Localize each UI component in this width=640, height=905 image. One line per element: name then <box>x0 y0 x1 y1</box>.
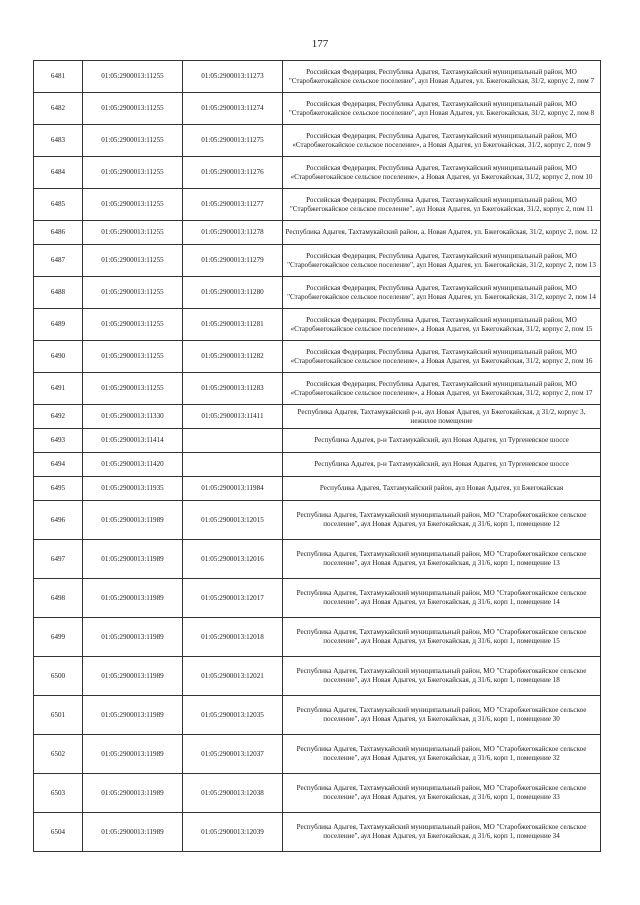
object-cadastral-number: 01:05:2900013:11277 <box>183 189 283 221</box>
table-row <box>34 341 601 373</box>
object-cadastral-number: 01:05:2900013:11274 <box>183 93 283 125</box>
address-cell: Республика Адыгея, р-н Тахтамукайский, аул Новая Адыгея, ул Тургеневское шоссе <box>283 429 601 453</box>
cadastral-number: 01:05:2900013:11255 <box>83 157 183 189</box>
table-row <box>34 579 601 618</box>
object-cadastral-number: 01:05:2900013:11283 <box>183 373 283 405</box>
object-cadastral-number: 01:05:2900013:12035 <box>183 696 283 735</box>
cadastral-number: 01:05:2900013:11989 <box>83 813 183 852</box>
cadastral-number: 01:05:2900013:11989 <box>83 657 183 696</box>
cadastral-number: 01:05:2900013:11989 <box>83 774 183 813</box>
address-cell: Республика Адыгея, Тахтамукайский район, аул Новая Адыгея, ул Бжегокайская <box>283 477 601 501</box>
object-cadastral-number: 01:05:2900013:11275 <box>183 125 283 157</box>
table-row <box>34 696 601 735</box>
table-row <box>34 774 601 813</box>
object-cadastral-number: 01:05:2900013:12038 <box>183 774 283 813</box>
row-number: 6491 <box>34 373 83 405</box>
row-number: 6487 <box>34 245 83 277</box>
row-number: 6483 <box>34 125 83 157</box>
row-number: 6492 <box>34 405 83 429</box>
cadastral-number: 01:05:2900013:11255 <box>83 125 183 157</box>
table-row <box>34 540 601 579</box>
cadastral-number: 01:05:2900013:11255 <box>83 189 183 221</box>
registry-table-body <box>34 61 601 852</box>
table-row <box>34 735 601 774</box>
table-row <box>34 245 601 277</box>
table-row <box>34 477 601 501</box>
table-row <box>34 501 601 540</box>
object-cadastral-number: 01:05:2900013:11984 <box>183 477 283 501</box>
address-cell: Российская Федерация, Республика Адыгея, Тахтамукайский муниципальный район, МО «Старобжегокайское сельское поселение», а Новая Адыгея, ул Бжегокайская, 31/2, корпус 2, пом 17 <box>283 373 601 405</box>
row-number: 6488 <box>34 277 83 309</box>
table-row <box>34 157 601 189</box>
address-cell: Республика Адыгея, р-н Тахтамукайский, аул Новая Адыгея, ул Тургеневское шоссе <box>283 453 601 477</box>
cadastral-number: 01:05:2900013:11255 <box>83 93 183 125</box>
row-number: 6493 <box>34 429 83 453</box>
table-row <box>34 813 601 852</box>
address-cell: Республика Адыгея, Тахтамукайский район, а. Новая Адыгея, ул. Бжегокайская, 31/2, корпус 2, пом. 12 <box>283 221 601 245</box>
cadastral-number: 01:05:2900013:11989 <box>83 618 183 657</box>
address-cell: Российская Федерация, Республика Адыгея, Тахтамукайский муниципальный район, МО "Старобжегокайское сельское поселение", аул Новая Адыгея, ул. Бжегокайская, 31/2, корпус 2, пом 7 <box>283 61 601 93</box>
table-row <box>34 373 601 405</box>
row-number: 6484 <box>34 157 83 189</box>
cadastral-number: 01:05:2900013:11989 <box>83 501 183 540</box>
row-number: 6486 <box>34 221 83 245</box>
address-cell: Республика Адыгея, Тахтамукайский муниципальный район, МО "Старобжегокайское сельское поселение", аул Новая Адыгея, ул Бжегокайская, д 31/6, корп 1, помещение 14 <box>283 579 601 618</box>
cadastral-number: 01:05:2900013:11989 <box>83 579 183 618</box>
address-cell: Республика Адыгея, Тахтамукайский муниципальный район, МО "Старобжегокайское сельское поселение", аул Новая Адыгея, ул Бжегокайская, д 31/6, корп 1, помещение 30 <box>283 696 601 735</box>
cadastral-number: 01:05:2900013:11420 <box>83 453 183 477</box>
row-number: 6489 <box>34 309 83 341</box>
table-row <box>34 93 601 125</box>
address-cell: Российская Федерация, Республика Адыгея, Тахтамукайский муниципальный район, МО "Старбжегокайское сельское поселение", аул Новая Адыгея, ул Бжегокайская, 31/2, корпус 2, пом 11 <box>283 189 601 221</box>
address-cell: Республика Адыгея, Тахтамукайский муниципальный район, МО "Старобжегокайское сельское поселение", аул Новая Адыгея, ул Бжегокайская, д 31/6, корп 1, помещение 13 <box>283 540 601 579</box>
object-cadastral-number: 01:05:2900013:11411 <box>183 405 283 429</box>
row-number: 6495 <box>34 477 83 501</box>
object-cadastral-number <box>183 453 283 477</box>
address-cell: Республика Адыгея, Тахтамукайский муниципальный район, МО "Старобжегокайское сельское поселение", аул Новая Адыгея, ул Бжегокайская, д 31/6, корп 1, помещение 18 <box>283 657 601 696</box>
object-cadastral-number: 01:05:2900013:12015 <box>183 501 283 540</box>
object-cadastral-number: 01:05:2900013:11278 <box>183 221 283 245</box>
address-cell: Российская Федерация, Республика Адыгея, Тахтамукайский муниципальный район, МО «Старобжегокайское сельское поселение», а Новая Адыгея, ул Бжегокайская, 31/2, корпус 2, пом 15 <box>283 309 601 341</box>
address-cell: Республика Адыгея, Тахтамукайский муниципальный район, МО "Старобжегокайское сельское поселение", аул Новая Адыгея, ул Бжегокайская, д 31/6, корп 1, помещение 15 <box>283 618 601 657</box>
table-row <box>34 429 601 453</box>
registry-table <box>33 60 601 852</box>
row-number: 6504 <box>34 813 83 852</box>
row-number: 6499 <box>34 618 83 657</box>
cadastral-number: 01:05:2900013:11935 <box>83 477 183 501</box>
object-cadastral-number: 01:05:2900013:12016 <box>183 540 283 579</box>
cadastral-number: 01:05:2900013:11989 <box>83 696 183 735</box>
cadastral-number: 01:05:2900013:11255 <box>83 245 183 277</box>
address-cell: Российская Федерация, Республика Адыгея, Тахтамукайский муниципальный район, МО «Старобжегокайское сельское поселение», а Новая Адыгея, ул Бжегокайская, 31/2, корпус 2, пом 16 <box>283 341 601 373</box>
table-row <box>34 618 601 657</box>
table-row <box>34 61 601 93</box>
row-number: 6485 <box>34 189 83 221</box>
object-cadastral-number: 01:05:2900013:11281 <box>183 309 283 341</box>
table-row <box>34 277 601 309</box>
object-cadastral-number: 01:05:2900013:11282 <box>183 341 283 373</box>
cadastral-number: 01:05:2900013:11255 <box>83 221 183 245</box>
row-number: 6496 <box>34 501 83 540</box>
cadastral-number: 01:05:2900013:11255 <box>83 309 183 341</box>
cadastral-number: 01:05:2900013:11255 <box>83 373 183 405</box>
page-number: 177 <box>311 38 329 50</box>
row-number: 6502 <box>34 735 83 774</box>
address-cell: Российская Федерация, Республика Адыгея, Тахтамукайский муниципальный район, МО "Старобжегокайское сельское поселение", аул Новая Адыгея, ул. Бжегокайская, 31/2, корпус 2, пом 8 <box>283 93 601 125</box>
table-row <box>34 221 601 245</box>
object-cadastral-number: 01:05:2900013:12039 <box>183 813 283 852</box>
table-row <box>34 657 601 696</box>
row-number: 6498 <box>34 579 83 618</box>
object-cadastral-number: 01:05:2900013:12018 <box>183 618 283 657</box>
row-number: 6481 <box>34 61 83 93</box>
object-cadastral-number: 01:05:2900013:11273 <box>183 61 283 93</box>
address-cell: Республика Адыгея, Тахтамукайский муниципальный район, МО "Старобжегокайское сельское поселение", аул Новая Адыгея, ул Бжегокайская, д 31/6, корп 1, помещение 12 <box>283 501 601 540</box>
address-cell: Республика Адыгея, Тахтамукайский р-н, аул Новая Адыгея, ул Бжегокайская, д 31/2, корпус 3, нежилое помещение <box>283 405 601 429</box>
object-cadastral-number: 01:05:2900013:11276 <box>183 157 283 189</box>
row-number: 6501 <box>34 696 83 735</box>
address-cell: Российская Федерация, Республика Адыгея, Тахтамукайский муниципальный район, МО «Старобжегокайское сельское поселение», а Новая Адыгея, ул Бжегокайская, 31/2, корпус 2, пом 10 <box>283 157 601 189</box>
address-cell: Российская Федерация, Республика Адыгея, Тахтамукайский муниципальный район, МО "Старобжегокайское сельское поселение", аул Новая Адыгея, ул. Бжегокайская, 31/2, корпус 2, пом 14 <box>283 277 601 309</box>
row-number: 6490 <box>34 341 83 373</box>
row-number: 6503 <box>34 774 83 813</box>
cadastral-number: 01:05:2900013:11989 <box>83 735 183 774</box>
address-cell: Республика Адыгея, Тахтамукайский муниципальный район, МО "Старобжегокайское сельское поселение", аул Новая Адыгея, ул Бжегокайская, д 31/6, корп 1, помещение 32 <box>283 735 601 774</box>
table-row <box>34 125 601 157</box>
object-cadastral-number: 01:05:2900013:12037 <box>183 735 283 774</box>
object-cadastral-number: 01:05:2900013:12017 <box>183 579 283 618</box>
cadastral-number: 01:05:2900013:11330 <box>83 405 183 429</box>
row-number: 6497 <box>34 540 83 579</box>
object-cadastral-number <box>183 429 283 453</box>
cadastral-number: 01:05:2900013:11255 <box>83 61 183 93</box>
cadastral-number: 01:05:2900013:11255 <box>83 341 183 373</box>
row-number: 6494 <box>34 453 83 477</box>
cadastral-number: 01:05:2900013:11255 <box>83 277 183 309</box>
table-row <box>34 189 601 221</box>
cadastral-number: 01:05:2900013:11989 <box>83 540 183 579</box>
table-row <box>34 453 601 477</box>
row-number: 6500 <box>34 657 83 696</box>
object-cadastral-number: 01:05:2900013:11279 <box>183 245 283 277</box>
address-cell: Республика Адыгея, Тахтамукайский муниципальный район, МО "Старобжегокайское сельское поселение", аул Новая Адыгея, ул Бжегокайская, д 31/6, корп 1, помещение 34 <box>283 813 601 852</box>
table-row <box>34 309 601 341</box>
row-number: 6482 <box>34 93 83 125</box>
address-cell: Российская Федерация, Республика Адыгея, Тахтамукайский муниципальный район, МО "Старобжегокайское сельское поселение", аул Новая Адыгея, ул. Бжегокайская, 31/2, корпус 2, пом 13 <box>283 245 601 277</box>
address-cell: Российская Федерация, Республика Адыгея, Тахтамукайский муниципальный район, МО «Старобжегокайское сельское поселение», а Новая Адыгея, ул Бжегокайская, 31/2, корпус 2, пом 9 <box>283 125 601 157</box>
cadastral-number: 01:05:2900013:11414 <box>83 429 183 453</box>
table-row <box>34 405 601 429</box>
address-cell: Республика Адыгея, Тахтамукайский муниципальный район, МО "Старобжегокайское сельское поселение", аул Новая Адыгея, ул Бжегокайская, д 31/6, корп 1, помещение 33 <box>283 774 601 813</box>
object-cadastral-number: 01:05:2900013:12021 <box>183 657 283 696</box>
object-cadastral-number: 01:05:2900013:11280 <box>183 277 283 309</box>
